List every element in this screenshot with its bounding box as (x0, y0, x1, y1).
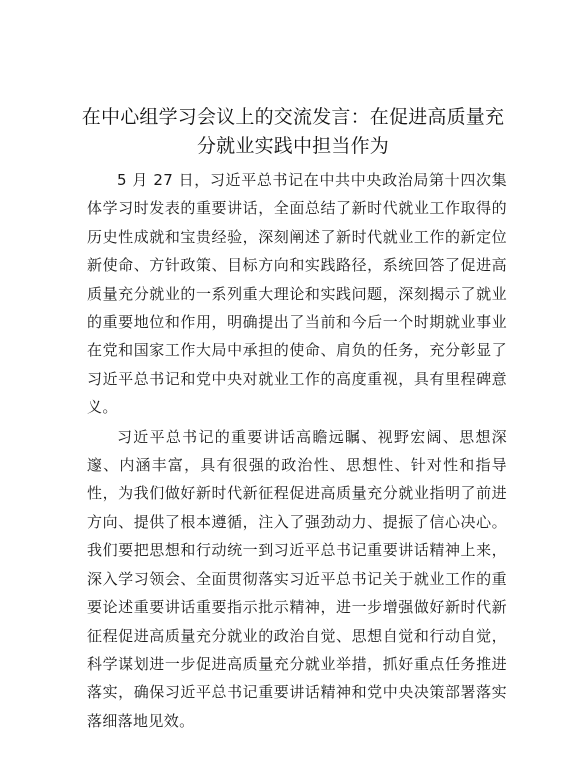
paragraph: 5 月 27 日，习近平总书记在中共中央政治局第十四次集体学习时发表的重要讲话，全面总结了新时代就业工作取得的历史性成就和宝贵经验，深刻阐述了新时代就业工作的新定位新使命、方针政策、目标方向和实践路径，系统回答了促进高质量充分就业的一系列重大理论和实践问题，深刻揭示了就业的重要地位和作用，明确提出了当前和今后一个时期就业事业在党和国家工作大局中承担的使命、肩负的任务，充分彰显了习近平总书记和党中央对就业工作的高度重视，具有里程碑意义。 (87, 171, 507, 417)
document-title: 在中心组学习会议上的交流发言：在促进高质量充分就业实践中担当作为 (81, 106, 505, 157)
document-body (87, 166, 507, 735)
paragraph: 习近平总书记的重要讲话高瞻远瞩、视野宏阔、思想深邃、内涵丰富，具有很强的政治性、思想性、针对性和指导性，为我们做好新时代新征程促进高质量充分就业指明了前进方向、提供了根本遵循，注入了强劲动力、提振了信心决心。我们要把思想和行动统一到习近平总书记重要讲话精神上来，深入学习领会、全面贯彻落实习近平总书记关于就业工作的重要论述重要讲话重要指示批示精神，进一步增强做好新时代新征程促进高质量充分就业的政治自觉、思想自觉和行动自觉，科学谋划进一步促进高质量充分就业举措，抓好重点任务推进落实，确保习近平总书记重要讲话精神和党中央决策部署落实落细落地见效。 (87, 427, 507, 730)
